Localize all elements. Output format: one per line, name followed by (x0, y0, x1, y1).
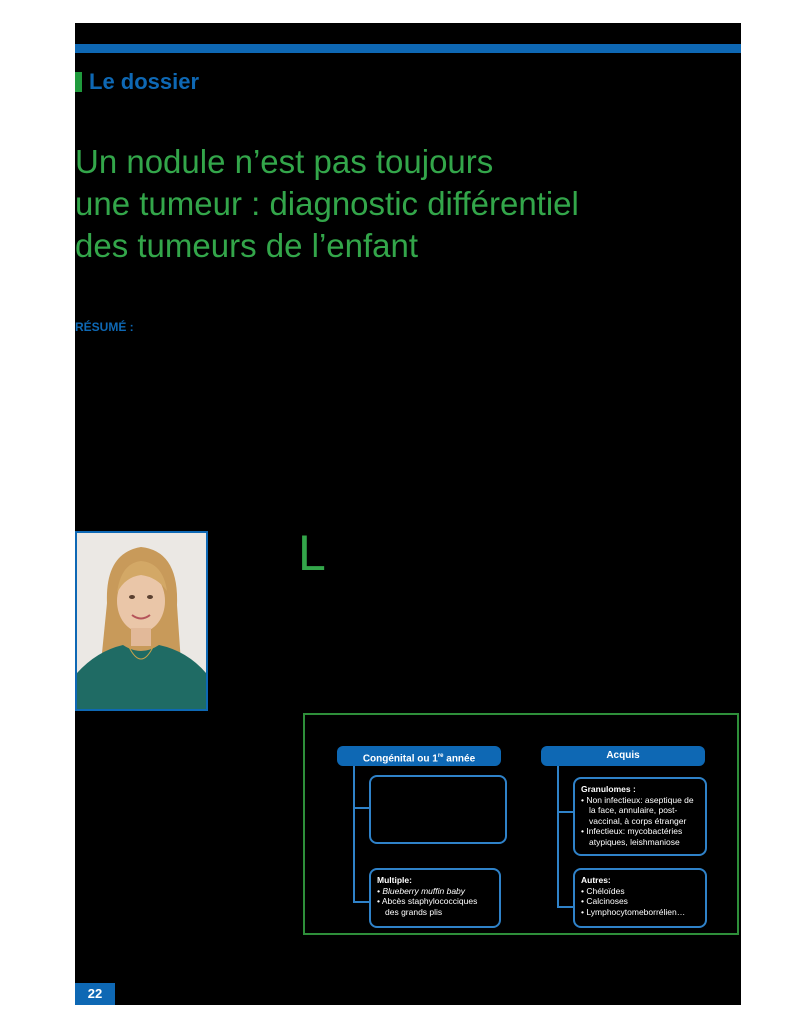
autres-item-2: • Calcinoses (581, 896, 699, 907)
multiple-item-2: • Abcès staphylococciques des grands plis (377, 896, 493, 917)
section-marker (75, 72, 82, 92)
diagram-box (303, 713, 739, 935)
author-portrait-image (77, 533, 206, 709)
autres-box (573, 868, 707, 928)
header-rule (75, 44, 741, 53)
multiple-box (369, 868, 501, 928)
title-line-2: une tumeur : diagnostic différentiel (75, 185, 579, 222)
granulomes-item-2: • Infectieux: mycobactéries atypiques, leishmaniose (581, 826, 699, 847)
granulomes-title: Granulomes : (581, 784, 636, 794)
granulomes-item-1: • Non infectieux: aseptique de la face, annulaire, post-vaccinal, à corps étranger (581, 795, 699, 827)
autres-item-3: • Lymphocytomeborrélien… (581, 907, 699, 918)
magazine-page (75, 23, 741, 1005)
section-label: Le dossier (89, 69, 200, 94)
multiple-item-1: • Blueberry muffin baby (377, 886, 493, 897)
left-column-header (337, 746, 501, 766)
author-photo (75, 531, 208, 711)
right-connector (557, 766, 559, 908)
autres-item-1: • Chéloïdes (581, 886, 699, 897)
title-line-1: Un nodule n’est pas toujours (75, 143, 494, 180)
resume-label: RÉSUMÉ : (75, 320, 134, 334)
article-title (75, 141, 715, 267)
left-header-sup: re (437, 753, 444, 759)
granulomes-box (573, 777, 707, 856)
page-number: 22 (75, 983, 115, 1005)
left-connector (353, 766, 355, 903)
left-header-text: Congénital ou 1 (362, 753, 438, 765)
title-line-3: des tumeurs de l’enfant (75, 227, 419, 264)
autres-title: Autres: (581, 875, 611, 885)
empty-box (369, 775, 507, 844)
right-header-text: Acquis (606, 750, 640, 761)
left-header-rest: année (443, 753, 476, 765)
section-header (75, 67, 199, 97)
drop-cap: L (298, 525, 326, 581)
multiple-title: Multiple: (377, 875, 412, 885)
right-column-header (541, 746, 705, 766)
